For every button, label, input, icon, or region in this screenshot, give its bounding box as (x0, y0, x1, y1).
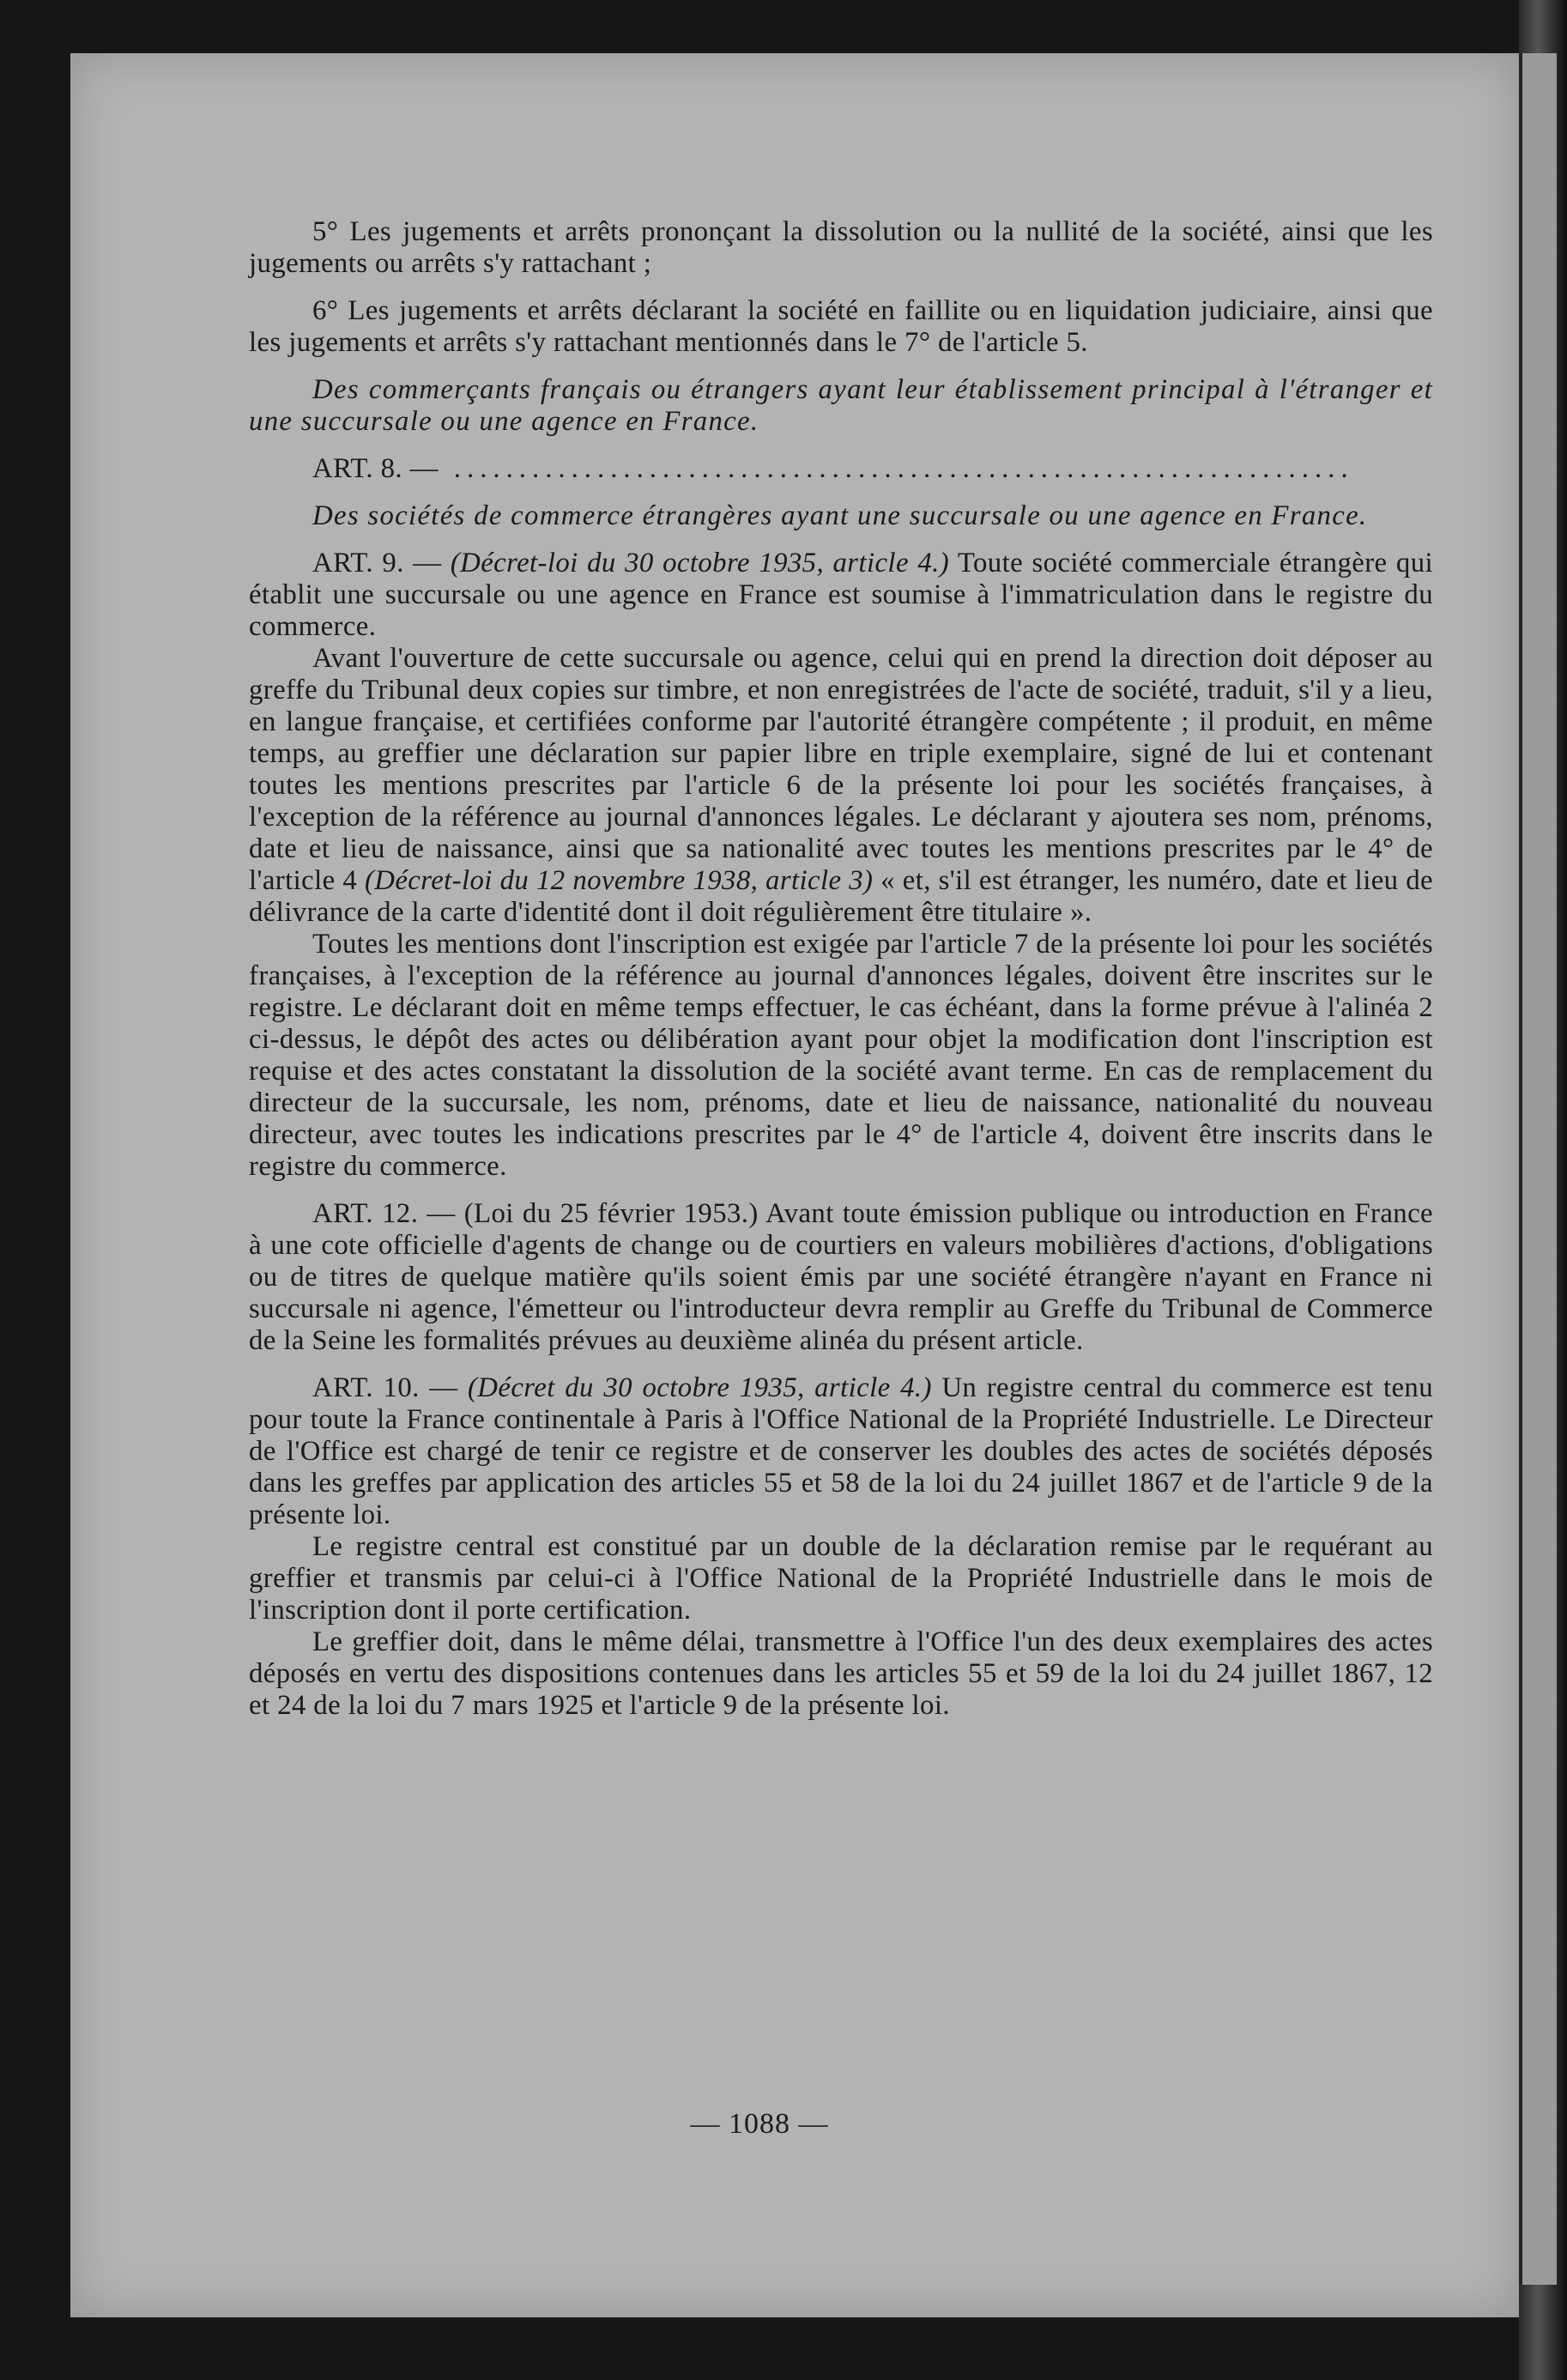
next-page-edge (1519, 53, 1557, 2285)
article-9-reference: (Décret-loi du 30 octobre 1935, article 4.) (450, 548, 950, 578)
paragraph-item-6: 6° Les jugements et arrêts déclarant la société en faillite ou en liquidation judiciaire, ainsi que les jugements et arrêts s'y rattachant mentionnés dans le 7° de l'article 5. (249, 295, 1433, 358)
article-10-paragraph-2: Le registre central est constitué par un double de la déclaration remise par le requérant au greffier et transmis par celui-ci à l'Office National de la Propriété Industrielle dans le mois de l'inscription dont il porte certification. (249, 1531, 1433, 1626)
article-9-p2-reference: (Décret-loi du 12 novembre 1938, article 3) (364, 865, 874, 896)
article-9-p2-text-b: « et, s'il est étranger, les numéro, date et lieu de délivrance de la carte d'identité dont il doit régulièrement être titulaire ». (249, 865, 1434, 928)
article-10-paragraph-3: Le greffier doit, dans le même délai, transmettre à l'Office l'un des deux exemplaires des actes déposés en vertu des dispositions contenues dans les articles 55 et 59 de la loi du 24 juillet 1867, 12 et 24 de la loi du 7 mars 1925 et l'article 9 de la présente loi. (249, 1626, 1433, 1721)
article-9-p2-text-a: Avant l'ouverture de cette succursale ou agence, celui qui en prend la direction doit déposer au greffe du Tribunal deux copies sur timbre, et non enregistrées de l'acte de société, traduit, s'il y a lieu, en langue française, et certifiées conforme par l'autorité étrangère compétente ; il produit, en même temps, au greffier une déclaration sur papier libre en triple exemplaire, signé de lui et contenant toutes les mentions prescrites par l'article 6 de la présente loi pour les sociétés françaises, à l'exception de la référence au journal d'annonces légales. Le déclarant y ajoutera ses nom, prénoms, date et lieu de naissance, ainsi que sa nationalité avec toutes les mentions prescrites par le 4° de l'article 4 (249, 643, 1433, 896)
article-8-dots: ..................................................................... (453, 453, 1354, 484)
article-9-label: ART. 9. — (312, 548, 451, 578)
article-9-paragraph-2 (249, 643, 1433, 929)
section-heading-commercants: Des commerçants français ou étrangers ayant leur établissement principal à l'étranger et une succursale ou une agence en France. (249, 374, 1433, 437)
article-10-reference: (Décret du 30 octobre 1935, article 4.) (467, 1372, 932, 1403)
article-12-paragraph: ART. 12. — (Loi du 25 février 1953.) Avant toute émission publique ou introduction en France à une cote officielle d'agents de change ou de courtiers en valeurs mobilières d'actions, d'obligations ou de titres de quelque matière qu'ils soient émis par une société étrangère n'ayant en France ni succursale ni agence, l'émetteur ou l'introducteur devra remplir au Greffe du Tribunal de Commerce de la Seine les formalités prévues au deuxième alinéa du présent article. (249, 1198, 1433, 1356)
section-heading-societes: Des sociétés de commerce étrangères ayant une succursale ou une agence en France. (312, 500, 1368, 531)
article-9-paragraph (249, 548, 1433, 643)
article-9-text: Toute société commerciale étrangère qui établit une succursale ou une agence en France est soumise à l'immatriculation dans le registre du commerce. (249, 548, 1434, 642)
article-9-paragraph-3: Toutes les mentions dont l'inscription est exigée par l'article 7 de la présente loi pour les sociétés françaises, à l'exception de la référence au journal d'annonces légales, doivent être inscrites sur le registre. Le déclarant doit en même temps effectuer, le cas échéant, dans la forme prévue à l'alinéa 2 ci-dessus, le dépôt des actes ou délibération ayant pour objet la modification dont l'inscription est requise et des actes constatant la dissolution de la société avant terme. En cas de remplacement du directeur de la succursale, les nom, prénoms, date et lieu de naissance, nationalité du nouveau directeur, avec toutes les indications prescrites par le 4° de l'article 4, doivent être inscrits dans le registre du commerce. (249, 929, 1433, 1182)
page-body (249, 216, 1433, 1722)
article-10-label: ART. 10. — (312, 1372, 468, 1403)
article-10-text: Un registre central du commerce est tenu pour toute la France continentale à Paris à l'Office National de la Propriété Industrielle. Le Directeur de l'Office est chargé de tenir ce registre et de conserver les doubles des actes de sociétés déposés dans les greffes par application des articles 55 et 58 de la loi du 24 juillet 1867 et de l'article 9 de la présente loi. (249, 1372, 1434, 1530)
paragraph-item-5: 5° Les jugements et arrêts prononçant la dissolution ou la nullité de la société, ainsi que les jugements ou arrêts s'y rattachant ; (249, 216, 1433, 279)
article-8-line (249, 453, 1433, 485)
page-number: — 1088 — (690, 2108, 829, 2140)
article-10-paragraph (249, 1372, 1433, 1531)
article-8-label: ART. 8. — (312, 453, 439, 484)
